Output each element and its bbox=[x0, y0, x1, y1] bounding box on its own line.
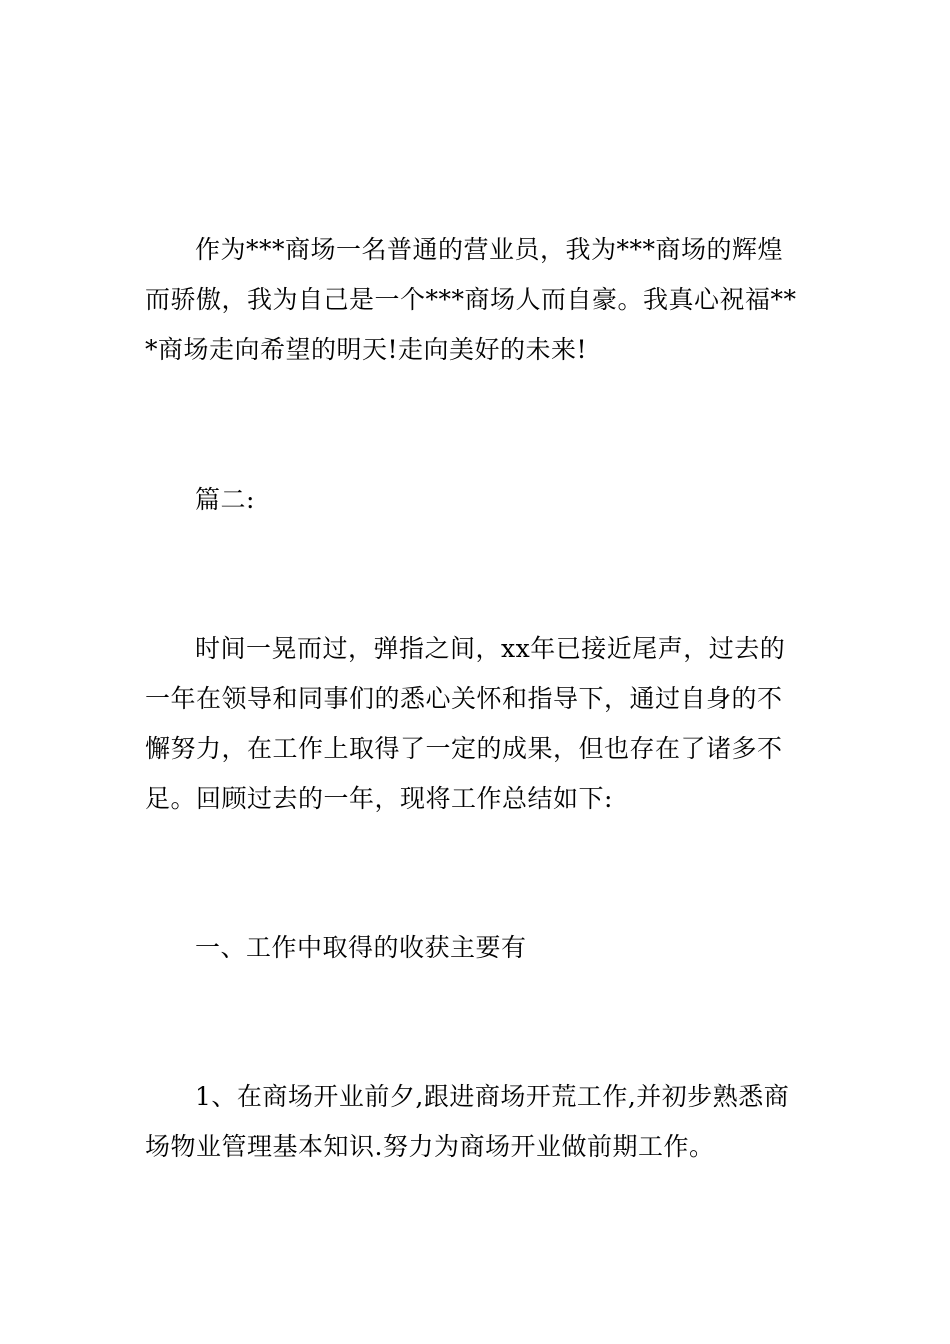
paragraph-line: 一年在领导和同事们的悉心关怀和指导下，通过自身的不 bbox=[145, 684, 783, 713]
paragraph-line: 足。回顾过去的一年，现将工作总结如下: bbox=[145, 784, 613, 813]
paragraph-line: 懈努力，在工作上取得了一定的成果，但也存在了诸多不 bbox=[145, 734, 783, 763]
paragraph-line: 而骄傲，我为自己是一个***商场人而自豪。我真心祝福** bbox=[145, 285, 797, 314]
section-heading: 篇二: bbox=[195, 485, 255, 514]
paragraph-line: 场物业管理基本知识.努力为商场开业做前期工作。 bbox=[145, 1132, 715, 1161]
paragraph-line: 时间一晃而过，弹指之间，xx年已接近尾声，过去的 bbox=[195, 634, 786, 663]
paragraph-line: 作为***商场一名普通的营业员，我为***商场的辉煌 bbox=[195, 235, 784, 264]
paragraph-line: *商场走向希望的明天!走向美好的未来! bbox=[145, 335, 588, 364]
subheading: 一、工作中取得的收获主要有 bbox=[195, 933, 527, 962]
paragraph-line: 1、在商场开业前夕,跟进商场开荒工作,并初步熟悉商 bbox=[195, 1082, 790, 1111]
